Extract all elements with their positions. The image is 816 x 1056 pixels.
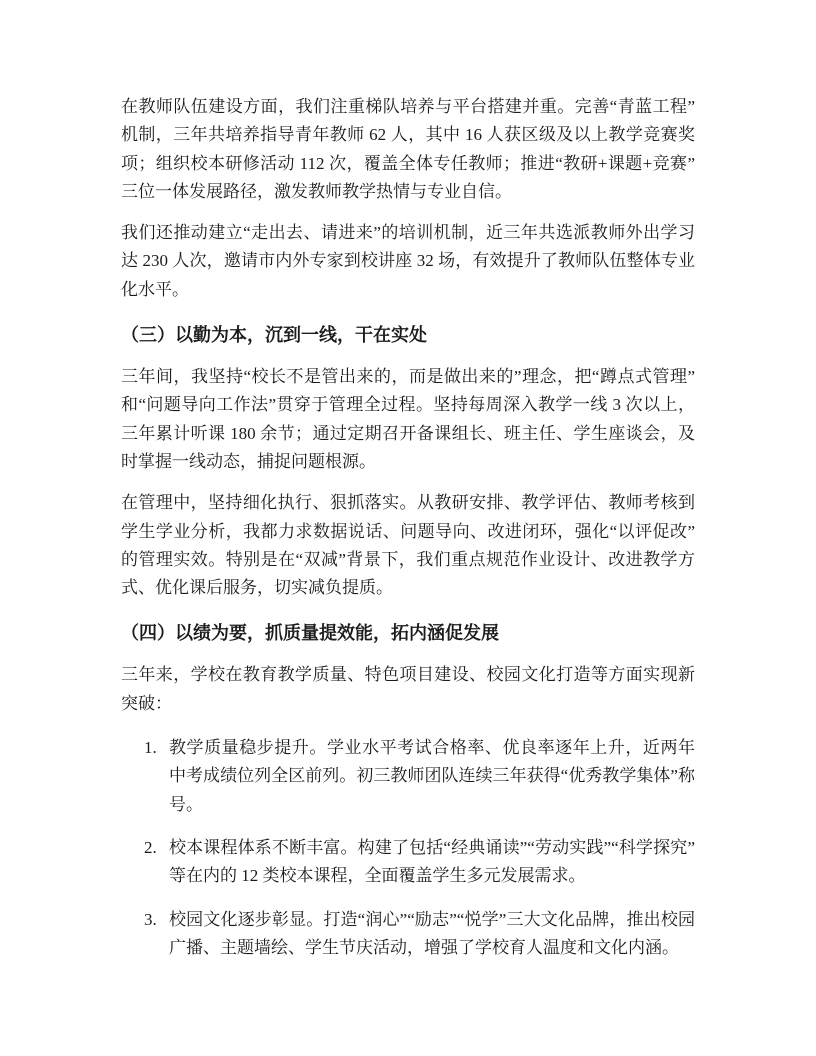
paragraph-teacher-development: 在教师队伍建设方面，我们注重梯队培养与平台搭建并重。完善“青蓝工程”机制，三年共培养指导青年教师 62 人，其中 16 人获区级及以上教学竞赛奖项；组织校本研修活动 112 次，覆盖全体专任教师；推进“教研+课题+竞赛”三位一体发展路径，激发教师教学热情与专业自信。: [121, 97, 695, 201]
paragraph-management-execution: 在管理中，坚持细化执行、狠抓落实。从教研安排、教学评估、教师考核到学生学业分析，我都力求数据说话、问题导向、改进闭环，强化“以评促改”的管理实效。特别是在“双减”背景下，我们重点规范作业设计、改进教学方式、优化课后服务，切实减负提质。: [121, 493, 695, 598]
achievements-list: [121, 734, 695, 962]
list-item-text: 教学质量稳步提升。学业水平考试合格率、优良率逐年上升，近两年中考成绩位列全区前列。初三教师团队连续三年获得“优秀教学集体”称号。: [169, 738, 695, 814]
list-item-teaching-quality: [144, 734, 695, 819]
list-item-number: 2.: [144, 837, 157, 857]
list-item-school-curriculum: [144, 834, 695, 891]
paragraph-frontline-management: 三年间，我坚持“校长不是管出来的，而是做出来的”理念，把“蹲点式管理”和“问题导向工作法”贯穿于管理全过程。坚持每周深入教学一线 3 次以上，三年累计听课 180 余节；通过定期召开备课组长、班主任、学生座谈会，及时掌握一线动态，捕捉问题根源。: [121, 367, 695, 471]
list-item-text: 校园文化逐步彰显。打造“润心”“励志”“悦学”三大文化品牌，推出校园广播、主题墙绘、学生节庆活动，增强了学校育人温度和文化内涵。: [169, 909, 695, 957]
paragraph-training-mechanism: 我们还推动建立“走出去、请进来”的培训机制，近三年共选派教师外出学习达 230 人次，邀请市内外专家到校讲座 32 场，有效提升了教师队伍整体专业化水平。: [121, 223, 695, 299]
list-item-text: 校本课程体系不断丰富。构建了包括“经典诵读”“劳动实践”“科学探究”等在内的 12 类校本课程，全面覆盖学生多元发展需求。: [169, 837, 695, 886]
list-item-campus-culture: [144, 906, 695, 963]
list-item-number: 1.: [144, 738, 157, 758]
section-heading-4: （四）以绩为要，抓质量提效能，拓内涵促发展: [121, 623, 499, 644]
list-item-number: 3.: [144, 909, 157, 929]
paragraph-achievements-intro: 三年来，学校在教育教学质量、特色项目建设、校园文化打造等方面实现新突破：: [121, 665, 695, 713]
section-heading-3: （三）以勤为本，沉到一线，干在实处: [121, 325, 427, 346]
